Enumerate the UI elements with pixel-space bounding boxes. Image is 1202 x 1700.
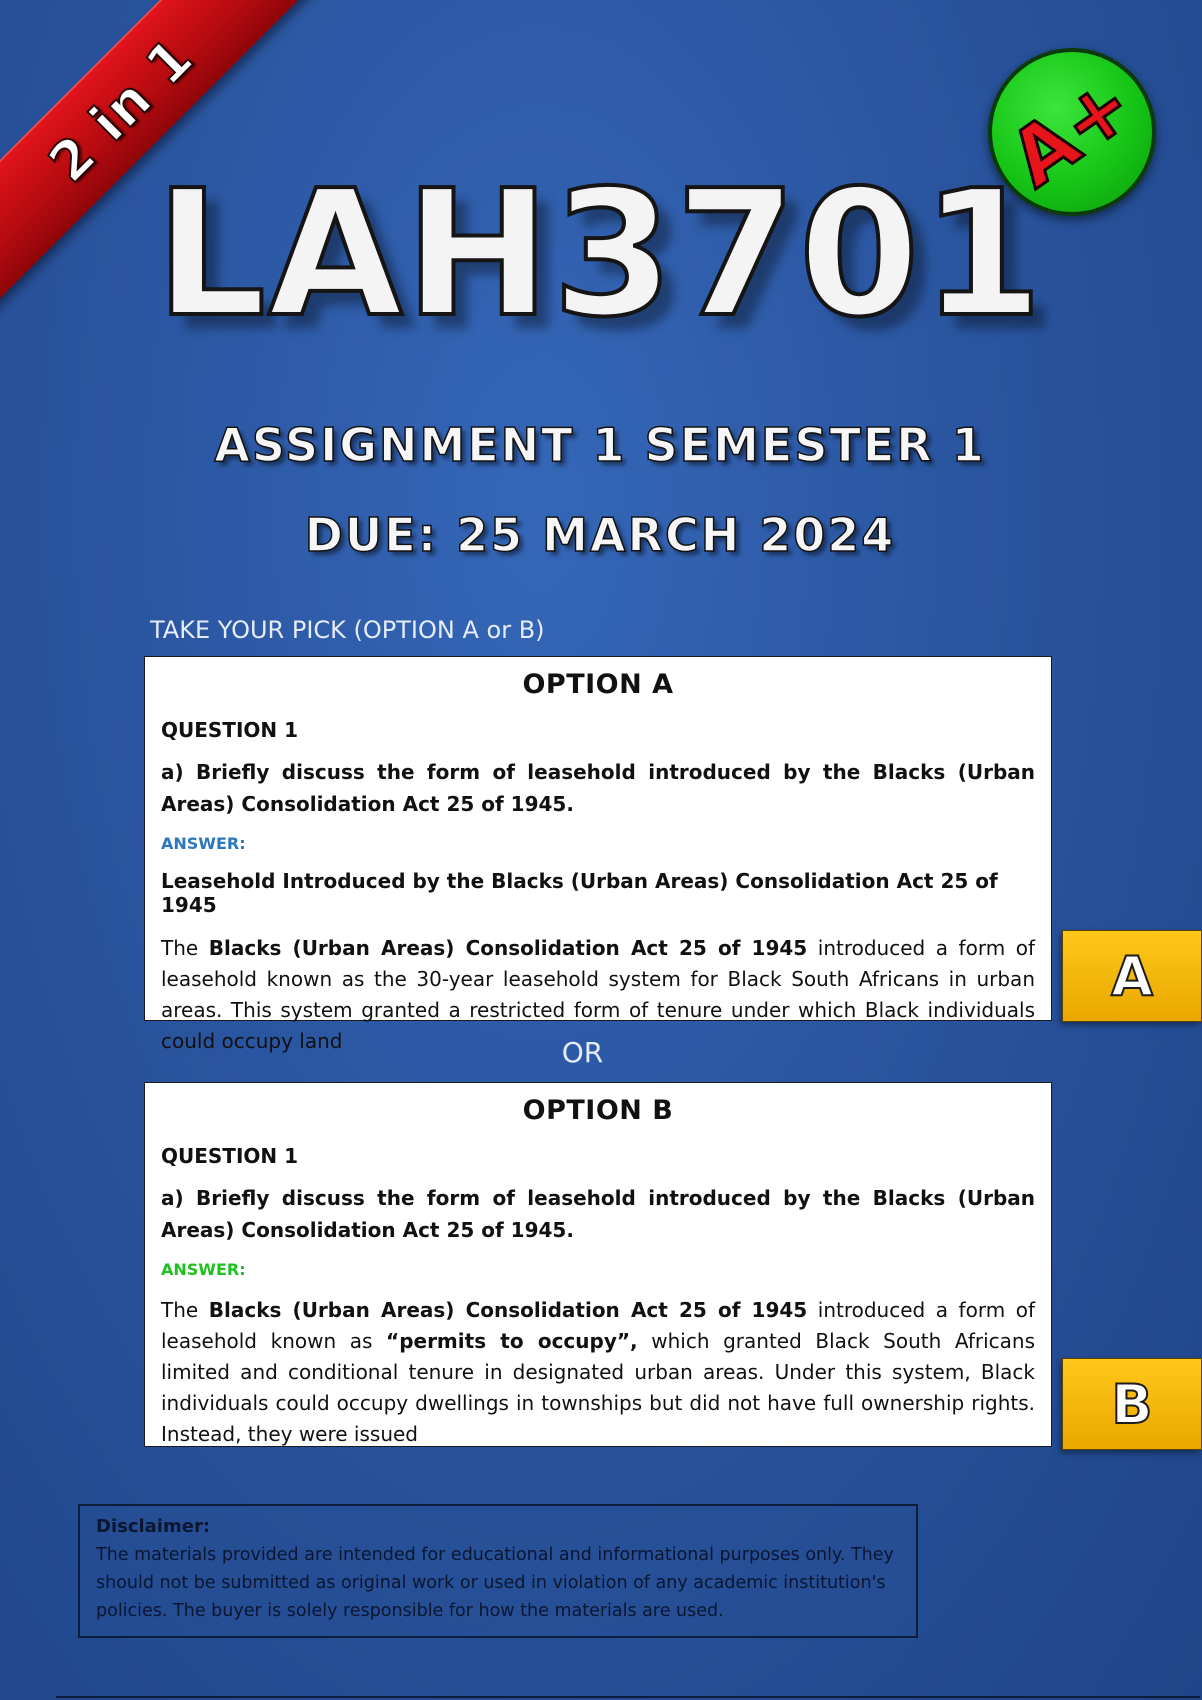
option-a-title: OPTION A [522,669,674,700]
option-a-card [144,656,1052,1053]
course-code-title: LAH3701 [155,153,1045,356]
option-b-tab-label: B [1111,1372,1153,1436]
disclaimer-title: Disclaimer: [96,1516,211,1537]
option-a-question-label: QUESTION 1 [161,718,299,742]
option-b-card [144,1082,1052,1447]
option-b-title: OPTION B [522,1095,674,1126]
option-b-body-prefix: The [161,1298,209,1322]
option-b-answer-label: ANSWER: [161,1260,246,1279]
option-a-body-bold: Blacks (Urban Areas) Consolidation Act 25 of 1945 [208,936,808,960]
option-a-body-rest: introduced a form of leasehold known as the 30-year leasehold system for Black South Africans in urban areas. This system granted a restricted form of tenure under which Black individuals could occupy land [161,936,1035,1053]
option-a-answer-label: ANSWER: [161,834,246,853]
badge-label: A+ [994,59,1150,205]
option-a-answer-heading: Leasehold Introduced by the Blacks (Urban Areas) Consolidation Act 25 of 1945 [161,869,998,917]
disclaimer-text: The materials provided are intended for educational and informational purposes only. They should not be submitted as original work or used in violation of any academic institution's policies. The buyer is solely responsible for how the materials are used. [96,1545,894,1621]
option-b-question-label: QUESTION 1 [161,1144,299,1168]
option-b-answer-body [161,1295,1035,1450]
disclaimer-box [78,1504,918,1638]
pick-label: TAKE YOUR PICK (OPTION A or B) [150,616,545,644]
option-a-body-prefix: The [161,936,209,960]
or-separator: OR [561,1036,604,1069]
option-b-body-mid: introduced a form of leasehold known as [161,1298,1035,1353]
option-b-body-bold2: “permits to occupy”, [386,1329,638,1353]
option-a-question-text: a) Briefly discuss the form of leasehold introduced by the Blacks (Urban Areas) Consolidation Act 25 of 1945. [161,760,1035,816]
ribbon-label: 2 in 1 [36,25,206,195]
option-b-body-rest: which granted Black South Africans limited and conditional tenure in designated urban areas. Under this system, Black individuals could occupy dwellings in townships but did not have full ownership rights. Instead, they were issued [161,1329,1036,1446]
bottom-divider [56,1696,1200,1698]
due-date: DUE: 25 MARCH 2024 [304,508,896,562]
assignment-subtitle: ASSIGNMENT 1 SEMESTER 1 [214,418,986,472]
option-b-question-text: a) Briefly discuss the form of leasehold introduced by the Blacks (Urban Areas) Consolidation Act 25 of 1945. [161,1186,1035,1242]
option-b-tab[interactable] [1062,1358,1202,1450]
option-a-tab-label: A [1111,944,1153,1008]
option-a-tab[interactable] [1062,930,1202,1022]
option-b-body-bold: Blacks (Urban Areas) Consolidation Act 25 of 1945 [208,1298,808,1322]
